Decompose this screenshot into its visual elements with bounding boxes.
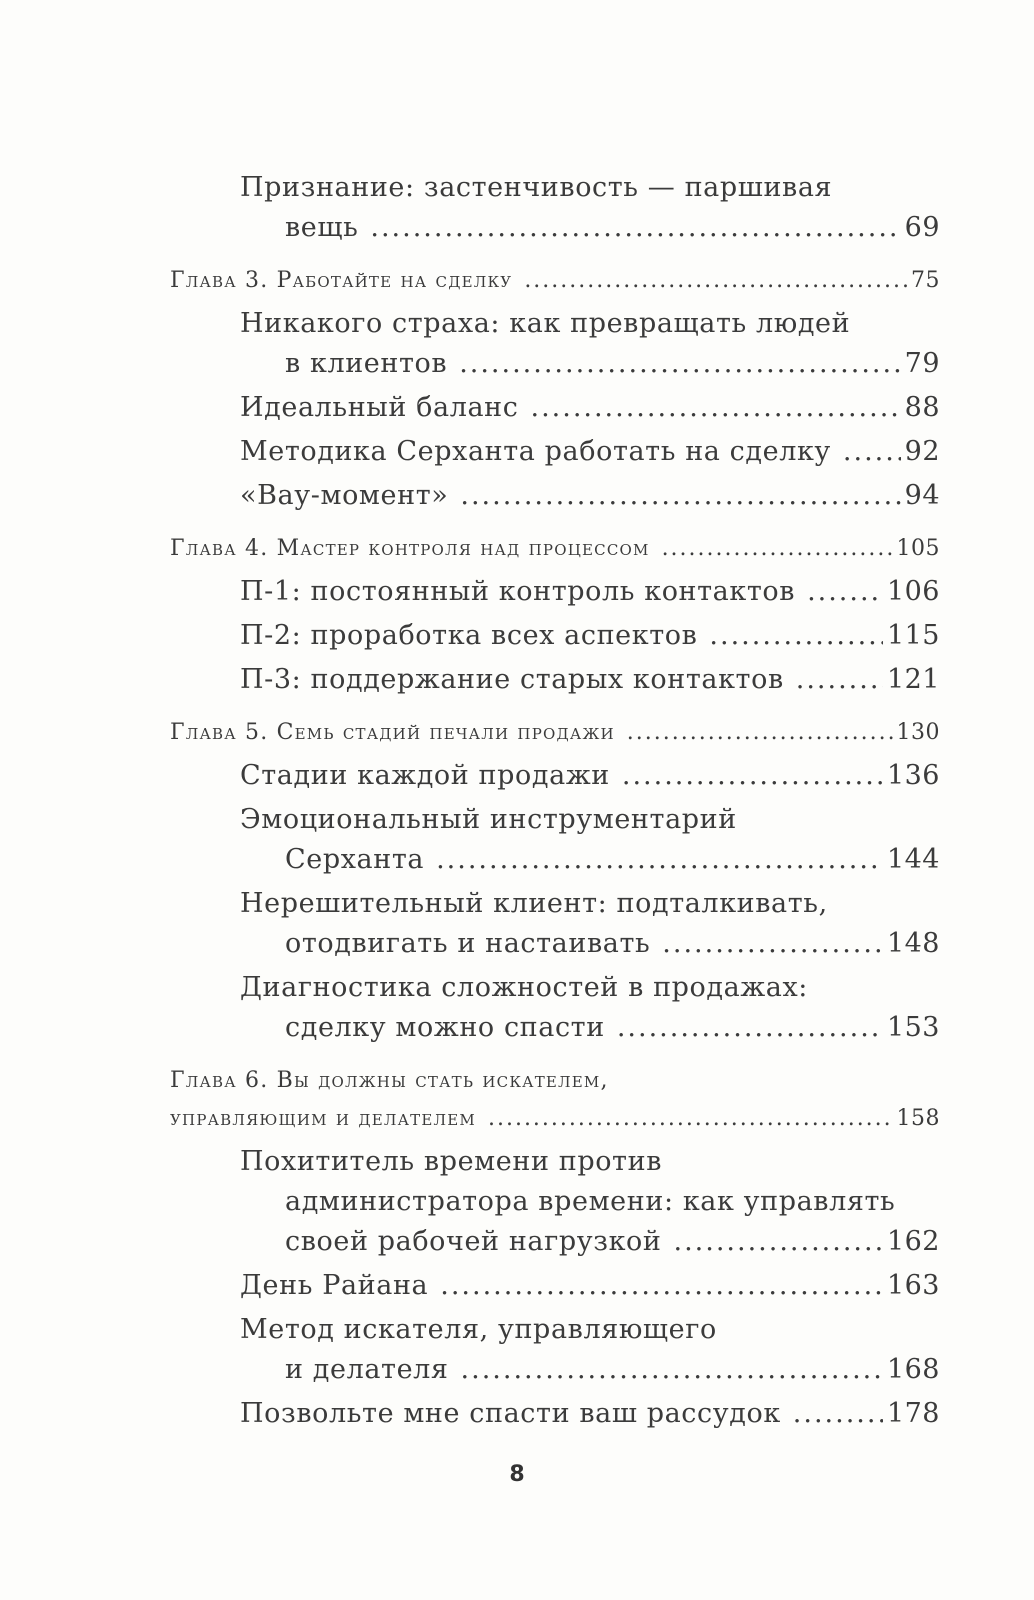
toc-section-entry [240, 800, 940, 880]
toc-chapter-entry [170, 1062, 940, 1138]
toc-entry-line [170, 530, 940, 568]
toc-entry-title: Идеальный баланс [240, 392, 519, 423]
dot-leader [524, 262, 907, 300]
toc-entry-title: отодвигать и настаивать [285, 928, 651, 959]
toc-entry-title: «Вау-момент» [240, 480, 449, 511]
toc-entry-title: Метод искателя, управляющего [240, 1314, 717, 1345]
toc-section-entry [240, 1310, 940, 1390]
toc-entry-line [240, 924, 940, 964]
dot-leader [436, 840, 883, 880]
table-of-contents [170, 168, 940, 1434]
toc-section-entry [240, 432, 940, 472]
toc-entry-title: Позвольте мне спасти ваш рассудок [240, 1398, 781, 1429]
toc-section-entry [240, 660, 940, 700]
toc-entry-line [240, 208, 940, 248]
dot-leader [662, 530, 893, 568]
toc-entry-line [240, 432, 940, 472]
toc-entry-title: П-3: поддержание старых контактов [240, 664, 784, 695]
toc-entry-line [240, 1008, 940, 1048]
toc-page-number: 158 [896, 1106, 940, 1131]
dot-leader [622, 756, 883, 796]
toc-entry-line [240, 1182, 940, 1222]
toc-entry-line [240, 800, 940, 840]
toc-entry-line [240, 1266, 940, 1306]
toc-section-entry [240, 884, 940, 964]
toc-entry-line [240, 304, 940, 344]
toc-entry-title: и делателя [285, 1354, 449, 1385]
toc-entry-title: Глава 4. Мастер контроля над процессом [170, 536, 650, 561]
toc-page-number: 92 [904, 436, 940, 467]
toc-entry-line [240, 344, 940, 384]
toc-entry-line [240, 168, 940, 208]
dot-leader [488, 1100, 893, 1138]
toc-entry-title: Глава 3. Работайте на сделку [170, 268, 513, 293]
toc-page-number: 178 [886, 1398, 940, 1429]
dot-leader [709, 616, 883, 656]
toc-entry-title: Глава 5. Семь стадий печали продажи [170, 720, 615, 745]
toc-entry-line [240, 616, 940, 656]
toc-entry-title: своей рабочей нагрузкой [285, 1226, 662, 1257]
toc-page-number: 94 [904, 480, 940, 511]
toc-entry-line [170, 714, 940, 752]
toc-section-entry [240, 1142, 940, 1262]
toc-entry-line [240, 1350, 940, 1390]
toc-entry-line [240, 756, 940, 796]
toc-page-number: 69 [904, 212, 940, 243]
toc-page-number: 115 [886, 620, 940, 651]
dot-leader [460, 476, 900, 516]
toc-section-entry [240, 168, 940, 248]
toc-page-number: 79 [904, 348, 940, 379]
toc-entry-title: администратора времени: как управлять [285, 1186, 896, 1217]
toc-entry-title: в клиентов [285, 348, 448, 379]
toc-entry-title: П-2: проработка всех аспектов [240, 620, 698, 651]
toc-page-number: 163 [886, 1270, 940, 1301]
dot-leader [843, 432, 901, 472]
toc-page-number: 168 [886, 1354, 940, 1385]
toc-page-number: 148 [886, 928, 940, 959]
toc-page-number: 162 [886, 1226, 940, 1257]
toc-section-entry [240, 968, 940, 1048]
dot-leader [796, 660, 883, 700]
toc-entry-title: П-1: постоянный контроль контактов [240, 576, 796, 607]
toc-chapter-entry [170, 714, 940, 752]
dot-leader [440, 1266, 883, 1306]
toc-page-number: 106 [886, 576, 940, 607]
toc-entry-line [170, 1062, 940, 1100]
dot-leader [530, 388, 900, 428]
toc-entry-title: Глава 6. Вы должны стать искателем, [170, 1068, 609, 1093]
toc-entry-title: Методика Серханта работать на сделку [240, 436, 831, 467]
toc-page-number: 144 [886, 844, 940, 875]
toc-section-entry [240, 1266, 940, 1306]
toc-entry-title: Нерешительный клиент: подталкивать, [240, 888, 828, 919]
toc-entry-title: вещь [285, 212, 359, 243]
dot-leader [461, 1350, 883, 1390]
dot-leader [617, 1008, 883, 1048]
toc-entry-line [240, 884, 940, 924]
toc-section-entry [240, 1394, 940, 1434]
toc-page-number: 75 [911, 268, 940, 293]
dot-leader [793, 1394, 883, 1434]
toc-entry-title: День Райана [240, 1270, 429, 1301]
toc-chapter-entry [170, 530, 940, 568]
dot-leader [662, 924, 883, 964]
toc-entry-line [240, 1310, 940, 1350]
toc-entry-title: Диагностика сложностей в продажах: [240, 972, 808, 1003]
toc-page-number: 105 [896, 536, 940, 561]
toc-section-entry [240, 304, 940, 384]
toc-entry-line [170, 1100, 940, 1138]
toc-section-entry [240, 476, 940, 516]
toc-page-number: 88 [904, 392, 940, 423]
toc-section-entry [240, 616, 940, 656]
toc-entry-line [240, 968, 940, 1008]
toc-entry-title: сделку можно спасти [285, 1012, 605, 1043]
toc-entry-line [240, 840, 940, 880]
page-number: 8 [509, 1462, 525, 1487]
toc-section-entry [240, 388, 940, 428]
dot-leader [627, 714, 893, 752]
toc-entry-line [240, 388, 940, 428]
toc-entry-title: Похититель времени против [240, 1146, 662, 1177]
toc-entry-title: Стадии каждой продажи [240, 760, 610, 791]
toc-entry-line [240, 1142, 940, 1182]
toc-entry-line [240, 1222, 940, 1262]
toc-page-number: 130 [896, 720, 940, 745]
toc-page-number: 153 [886, 1012, 940, 1043]
toc-entry-title: Признание: застенчивость — паршивая [240, 172, 833, 203]
toc-page-number: 121 [886, 664, 940, 695]
toc-section-entry [240, 756, 940, 796]
toc-entry-title: Эмоциональный инструментарий [240, 804, 737, 835]
toc-page-number: 136 [886, 760, 940, 791]
dot-leader [807, 572, 883, 612]
dot-leader [370, 208, 900, 248]
toc-entry-line [170, 262, 940, 300]
toc-entry-title: Серханта [285, 844, 425, 875]
dot-leader [674, 1222, 883, 1262]
toc-entry-line [240, 1394, 940, 1434]
toc-entry-line [240, 572, 940, 612]
toc-section-entry [240, 572, 940, 612]
toc-entry-title: Никакого страха: как превращать людей [240, 308, 851, 339]
toc-entry-line [240, 476, 940, 516]
dot-leader [459, 344, 900, 384]
toc-chapter-entry [170, 262, 940, 300]
toc-entry-title: управляющим и делателем [170, 1106, 476, 1131]
toc-entry-line [240, 660, 940, 700]
